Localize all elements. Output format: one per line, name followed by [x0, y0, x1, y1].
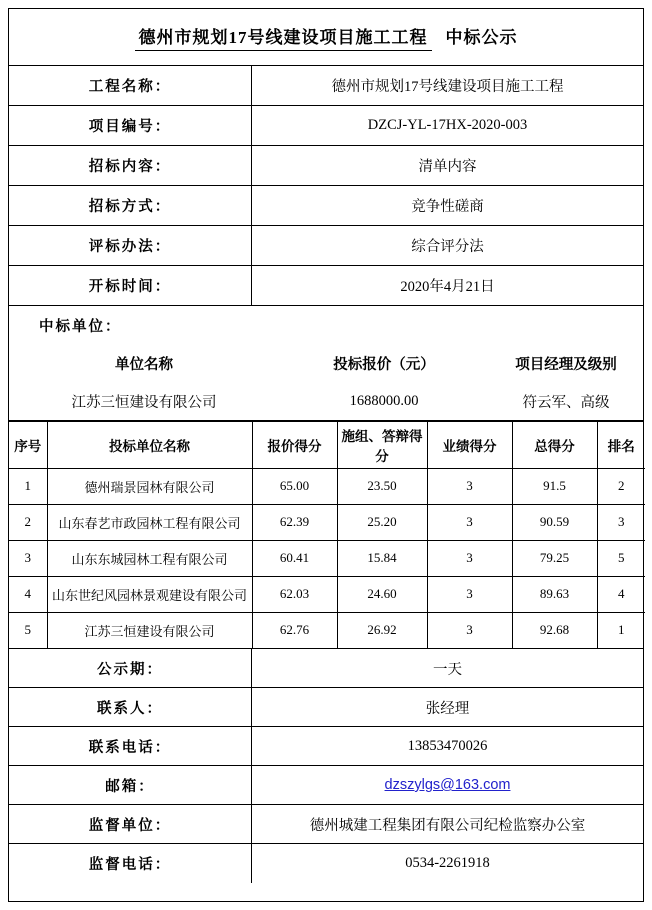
cell-company: 山东东城园林工程有限公司 — [47, 540, 252, 576]
cell-company: 山东春艺市政园林工程有限公司 — [47, 504, 252, 540]
label-open-time: 开标时间： — [9, 266, 252, 305]
title-suffix-text: 中标公示 — [445, 28, 518, 47]
th-performance-score: 业绩得分 — [427, 422, 512, 468]
th-price-score: 报价得分 — [252, 422, 337, 468]
value-email-cell — [252, 766, 643, 804]
footer-row-publicity-period — [9, 649, 643, 688]
label-supervision-unit: 监督单位： — [9, 805, 252, 843]
email-link[interactable]: dzszylgs@163.com — [384, 777, 511, 793]
winner-column-headers — [9, 344, 643, 382]
cell-total-score: 90.59 — [512, 504, 597, 540]
label-bid-content: 招标内容： — [9, 146, 252, 185]
winner-manager: 符云军、高级 — [522, 394, 610, 411]
cell-company: 德州瑞景园林有限公司 — [47, 468, 252, 504]
cell-total-score: 79.25 — [512, 540, 597, 576]
info-row-project-number — [9, 106, 643, 146]
th-company: 投标单位名称 — [47, 422, 252, 468]
cell-seq: 2 — [9, 504, 47, 540]
info-row-evaluation-method — [9, 226, 643, 266]
cell-tech-score: 23.50 — [337, 468, 427, 504]
value-contact-phone: 13853470026 — [407, 737, 488, 754]
value-open-time: 2020年4月21日 — [400, 279, 495, 295]
winner-col-manager: 项目经理及级别 — [515, 356, 617, 373]
th-rank: 排名 — [597, 422, 645, 468]
label-supervision-phone: 监督电话： — [9, 844, 252, 883]
footer-row-email — [9, 766, 643, 805]
cell-rank: 3 — [597, 504, 645, 540]
value-project-number: DZCJ-YL-17HX-2020-003 — [367, 117, 528, 133]
table-row — [9, 612, 645, 648]
table-row — [9, 576, 645, 612]
winner-col-price: 投标报价（元） — [333, 356, 435, 373]
cell-total-score: 91.5 — [512, 468, 597, 504]
footer-row-contact-person — [9, 688, 643, 727]
label-contact-person: 联系人： — [9, 688, 252, 726]
th-tech-score: 施组、答辩得分 — [337, 422, 427, 468]
footer-row-supervision-unit — [9, 805, 643, 844]
value-publicity-period: 一天 — [433, 661, 462, 678]
cell-performance-score: 3 — [427, 504, 512, 540]
cell-seq: 1 — [9, 468, 47, 504]
cell-tech-score: 25.20 — [337, 504, 427, 540]
value-project-name: 德州市规划17号线建设项目施工工程 — [331, 79, 564, 95]
score-table — [9, 422, 645, 648]
cell-tech-score: 15.84 — [337, 540, 427, 576]
value-evaluation-method: 综合评分法 — [411, 239, 484, 255]
announcement-sheet — [8, 8, 644, 902]
title-main-text: 德州市规划17号线建设项目施工工程 — [135, 23, 432, 51]
label-project-name: 工程名称： — [9, 66, 252, 105]
info-row-bid-method — [9, 186, 643, 226]
table-row — [9, 540, 645, 576]
value-bid-method: 竞争性磋商 — [411, 199, 484, 215]
info-row-project-name — [9, 66, 643, 106]
value-bid-content: 清单内容 — [418, 159, 477, 175]
cell-rank: 4 — [597, 576, 645, 612]
label-project-number: 项目编号： — [9, 106, 252, 145]
document-title-row — [9, 9, 643, 66]
cell-performance-score: 3 — [427, 576, 512, 612]
cell-price-score: 62.76 — [252, 612, 337, 648]
winner-block — [9, 306, 643, 421]
winner-col-company: 单位名称 — [115, 356, 173, 373]
th-total-score: 总得分 — [512, 422, 597, 468]
cell-company: 山东世纪风园林景观建设有限公司 — [47, 576, 252, 612]
cell-price-score: 65.00 — [252, 468, 337, 504]
winner-bid-price: 1688000.00 — [349, 392, 419, 409]
cell-rank: 1 — [597, 612, 645, 648]
cell-tech-score: 24.60 — [337, 576, 427, 612]
cell-price-score: 62.39 — [252, 504, 337, 540]
label-bid-method: 招标方式： — [9, 186, 252, 225]
cell-seq: 4 — [9, 576, 47, 612]
th-seq: 序号 — [9, 422, 47, 468]
cell-price-score: 60.41 — [252, 540, 337, 576]
cell-performance-score: 3 — [427, 468, 512, 504]
cell-rank: 2 — [597, 468, 645, 504]
table-header-row — [9, 422, 645, 468]
cell-tech-score: 26.92 — [337, 612, 427, 648]
cell-total-score: 92.68 — [512, 612, 597, 648]
document-title — [135, 23, 518, 51]
footer-row-contact-phone — [9, 727, 643, 766]
cell-performance-score: 3 — [427, 540, 512, 576]
winner-values — [9, 382, 643, 420]
value-supervision-phone: 0534-2261918 — [405, 855, 490, 871]
cell-total-score: 89.63 — [512, 576, 597, 612]
label-publicity-period: 公示期： — [9, 649, 252, 687]
cell-price-score: 62.03 — [252, 576, 337, 612]
label-evaluation-method: 评标办法： — [9, 226, 252, 265]
table-row — [9, 468, 645, 504]
winner-heading: 中标单位： — [39, 318, 122, 335]
info-row-bid-content — [9, 146, 643, 186]
label-email: 邮箱： — [9, 766, 252, 804]
cell-company: 江苏三恒建设有限公司 — [47, 612, 252, 648]
value-supervision-unit: 德州城建工程集团有限公司纪检监察办公室 — [309, 817, 586, 834]
table-row — [9, 504, 645, 540]
cell-performance-score: 3 — [427, 612, 512, 648]
cell-rank: 5 — [597, 540, 645, 576]
label-contact-phone: 联系电话： — [9, 727, 252, 765]
cell-seq: 3 — [9, 540, 47, 576]
winner-company-name: 江苏三恒建设有限公司 — [71, 394, 217, 411]
score-table-wrapper — [9, 421, 643, 649]
footer-row-supervision-phone — [9, 844, 643, 883]
info-row-open-time — [9, 266, 643, 306]
value-contact-person: 张经理 — [425, 700, 470, 717]
cell-seq: 5 — [9, 612, 47, 648]
